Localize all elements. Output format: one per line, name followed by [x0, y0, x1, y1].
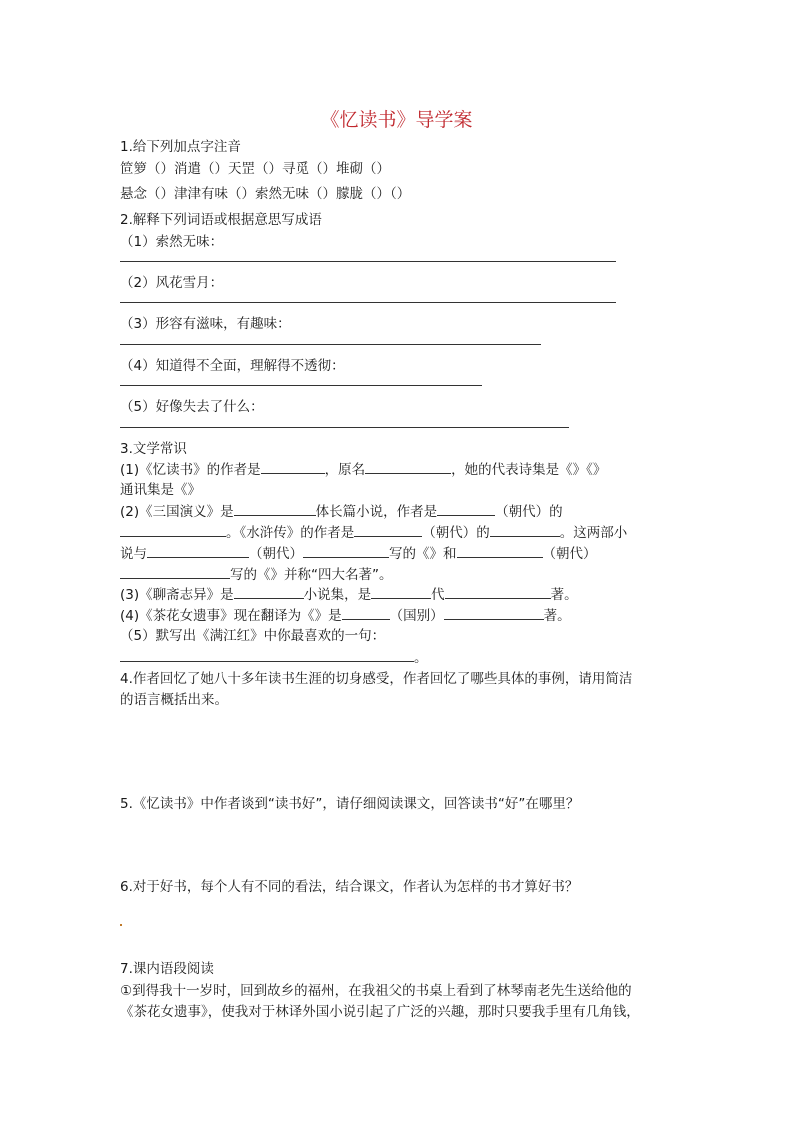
q3-text: 体长篇小说，作者是 [315, 504, 438, 520]
q3-text: (1)《忆读书》的作者是 [120, 462, 261, 478]
q3-text: （朝代）的 [495, 504, 563, 520]
q3-text: 说与 [120, 546, 147, 562]
answer-line[interactable] [120, 385, 482, 386]
answer-line[interactable] [120, 344, 541, 345]
q1-line-1: 笸箩（）消遣（）天罡（）寻觅（）堆砌（） [120, 161, 390, 177]
blank[interactable] [365, 460, 451, 474]
q3-text: 。《水浒传》的作者是 [226, 525, 355, 541]
q3-text: (3)《聊斋志异》是 [120, 587, 234, 603]
q6-question: 6.对于好书，每个人有不同的看法，结合课文，作者认为怎样的书才算好书？ [120, 879, 579, 895]
blank[interactable] [354, 523, 422, 537]
blank[interactable] [234, 585, 304, 599]
q7-line-2: 《茶花女遗事》，使我对于林译外国小说引起了广泛的兴趣，那时只要我手里有几角钱， [120, 1004, 640, 1020]
q3-line-5 [120, 544, 597, 563]
blank[interactable] [120, 523, 226, 537]
q1-heading: 1.给下列加点字注音 [120, 139, 241, 155]
stray-mark [120, 924, 122, 926]
blank[interactable] [303, 544, 389, 558]
page-title: 《忆读书》导学案 [320, 109, 473, 131]
q3-text: 写的《》和 [389, 546, 457, 562]
blank[interactable] [445, 585, 551, 599]
answer-line[interactable] [120, 261, 616, 262]
q3-line-10 [120, 648, 428, 667]
q3-text: ，她的代表诗集是《》《》 [451, 462, 607, 478]
q4-line-1: 4.作者回忆了她八十多年读书生涯的切身感受，作者回忆了哪些具体的事例，请用简洁 [120, 671, 633, 687]
q3-line-8 [120, 606, 571, 625]
q3-line-1 [120, 460, 606, 479]
blank[interactable] [437, 502, 495, 516]
q2-item-5: （5）好像失去了什么： [120, 399, 264, 415]
q4-line-2: 的语言概括出来。 [120, 692, 228, 708]
q3-text: ，原名 [324, 462, 366, 478]
q3-text: （国别） [389, 608, 444, 624]
q3-text: 。这两部小 [559, 525, 628, 541]
blank[interactable] [457, 544, 543, 558]
q3-line-2: 通讯集是《》 [120, 482, 201, 498]
q3-text: 。 [414, 650, 428, 666]
q3-line-9: （5）默写出《满江红》中你最喜欢的一句： [120, 628, 386, 644]
q2-item-1: （1）索然无味： [120, 234, 224, 250]
q7-line-1: ①到得我十一岁时，回到故乡的福州，在我祖父的书桌上看到了林琴南老先生送给他的 [120, 983, 632, 999]
answer-line[interactable] [120, 302, 616, 303]
q3-heading: 3.文学常识 [120, 441, 187, 457]
answer-line[interactable] [120, 427, 569, 428]
q3-text: 写的《》并称“四大名著”。 [230, 567, 393, 583]
q2-item-2: （2）风花雪月： [120, 275, 224, 291]
q3-text: 代 [431, 587, 445, 603]
blank[interactable] [234, 502, 316, 516]
q3-line-7 [120, 585, 578, 604]
q3-text: 小说集，是 [303, 587, 372, 603]
blank[interactable] [490, 523, 560, 537]
blank[interactable] [261, 460, 325, 474]
q1-line-2: 悬念（）津津有味（）索然无味（）朦胧（）（） [120, 186, 411, 202]
q3-text: (2)《三国演义》是 [120, 504, 234, 520]
q3-text: （朝代） [249, 546, 303, 562]
q2-heading: 2.解释下列词语或根据意思写成语 [120, 212, 322, 228]
q3-text: （朝代）的 [422, 525, 490, 541]
q3-text: (4)《茶花女遗事》现在翻译为《》是 [120, 608, 342, 624]
q7-heading: 7.课内语段阅读 [120, 961, 214, 977]
blank[interactable] [147, 544, 249, 558]
q3-line-3 [120, 502, 563, 521]
q3-text: 著。 [543, 608, 571, 624]
q3-text: 著。 [550, 587, 578, 603]
blank[interactable] [371, 585, 431, 599]
blank[interactable] [342, 606, 390, 620]
q5-question: 5.《忆读书》中作者谈到“读书好”，请仔细阅读课文，回答读书“好”在哪里？ [120, 796, 580, 812]
blank[interactable] [120, 648, 414, 662]
q3-line-4 [120, 523, 627, 542]
blank[interactable] [120, 565, 230, 579]
q3-text: （朝代） [542, 546, 597, 562]
q2-item-3: （3）形容有滋味，有趣味： [120, 316, 291, 332]
q2-item-4: （4）知道得不全面，理解得不透彻： [120, 358, 345, 374]
blank[interactable] [444, 606, 544, 620]
q3-line-6 [120, 565, 393, 584]
